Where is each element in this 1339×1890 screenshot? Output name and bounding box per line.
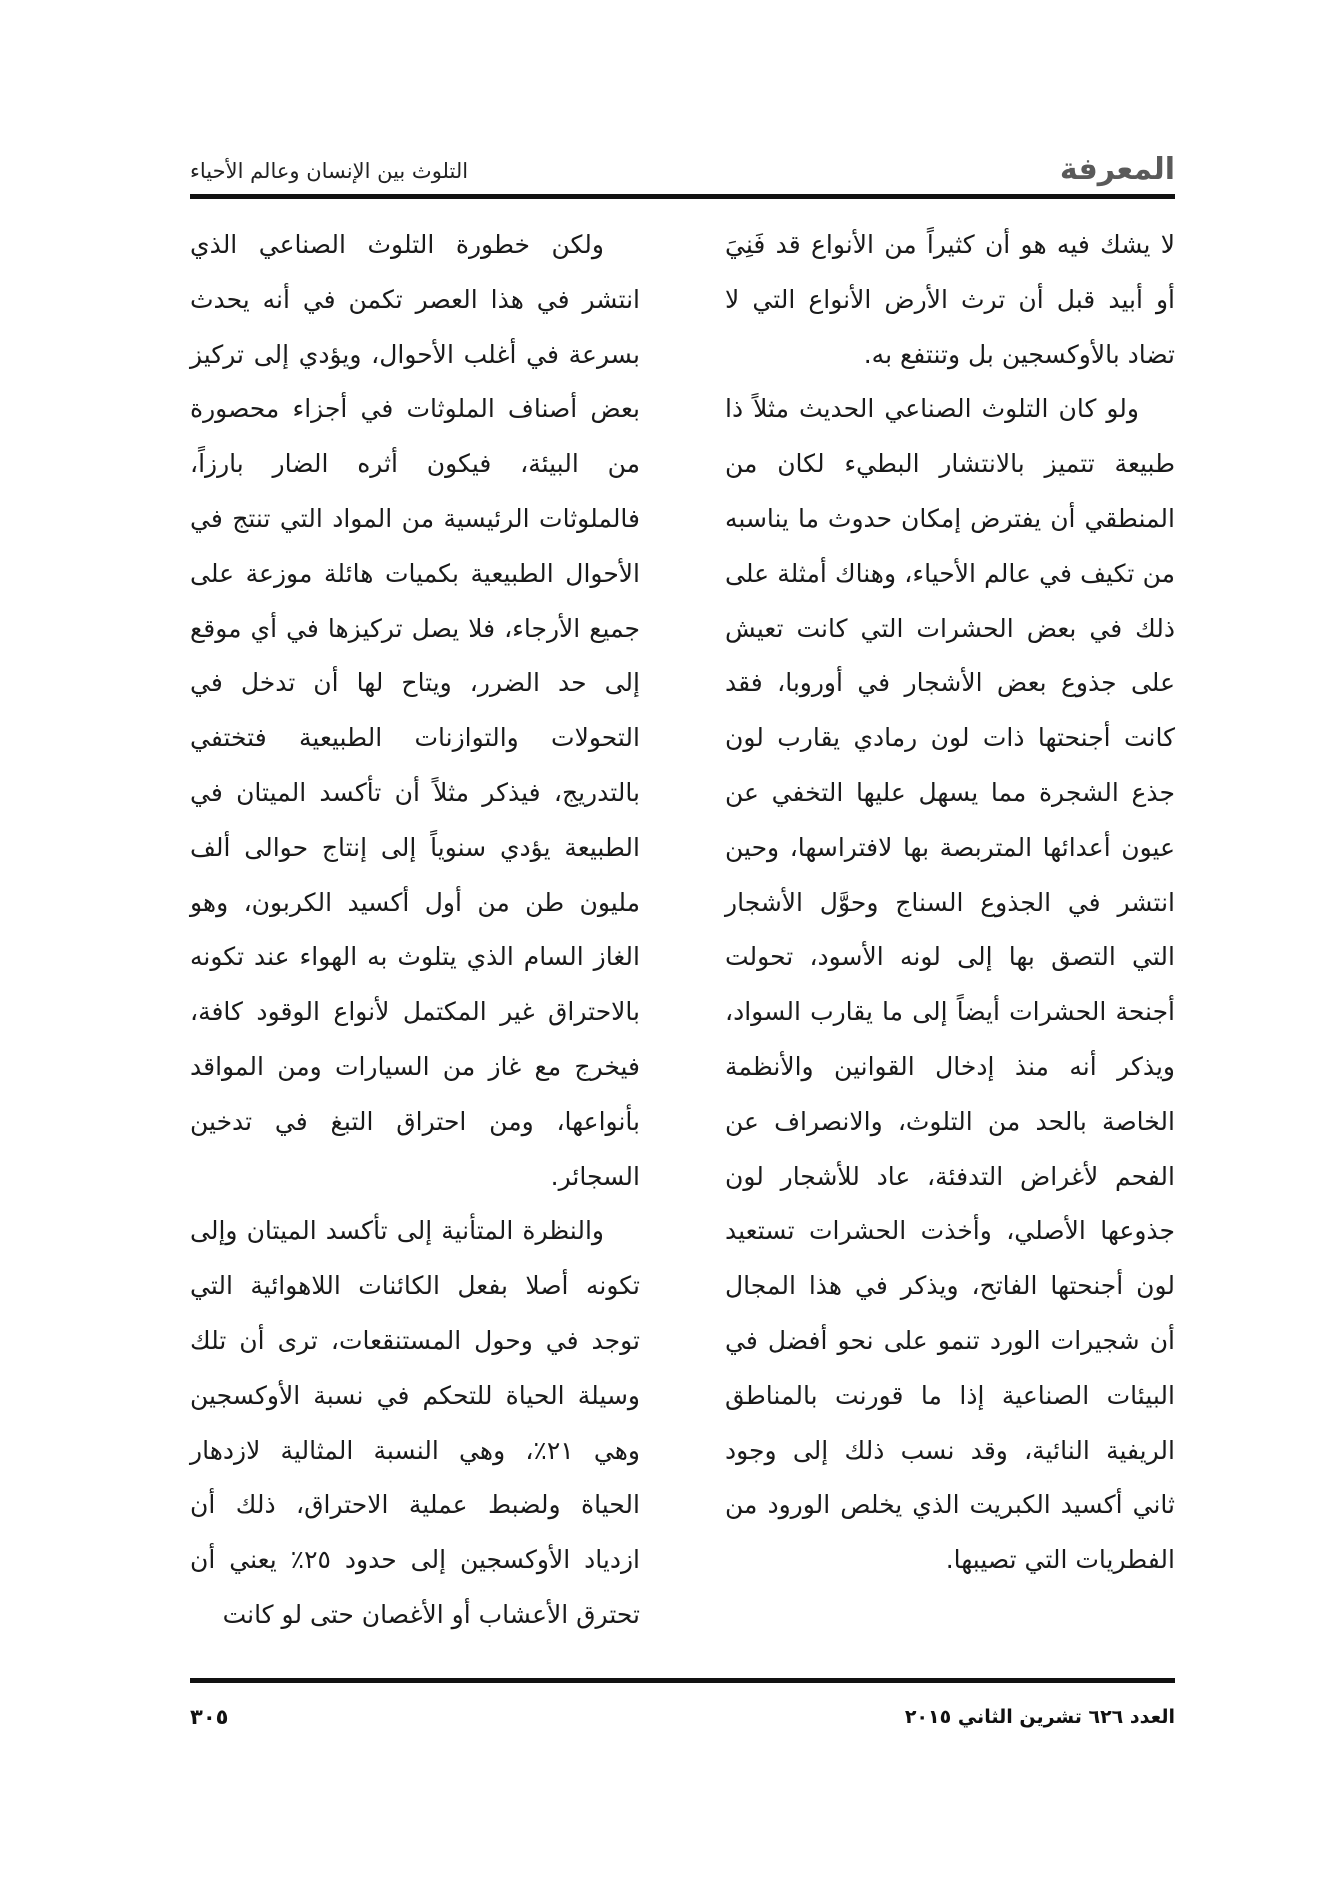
paragraph: لا يشك فيه هو أن كثيراً من الأنواع قد فَنِيَ أو أبيد قبل أن ترث الأرض الأنواع التي لا تضاد بالأوكسجين بل وتنتفع به. — [725, 230, 1175, 369]
running-title: التلوث بين الإنسان وعالم الأحياء — [190, 159, 469, 183]
text-column-right — [725, 218, 1175, 1670]
footer-rule — [190, 1678, 1175, 1683]
paragraph: والنظرة المتأنية إلى تأكسد الميتان وإلى تكونه أصلا بفعل الكائنات اللاهوائية التي توجد في وحول المستنقعات، ترى أن تلك وسيلة الحياة للتحكم في نسبة الأوكسجين وهي ٢١٪، وهي النسبة المثالية لازدهار الحياة ولضبط عملية الاحتراق، ذلك أن ازدياد الأوكسجين إلى حدود ٢٥٪ يعني أن تحترق الأعشاب أو الأغصان حتى لو كانت — [190, 1216, 640, 1629]
issue-info: العدد ٦٢٦ تشرين الثاني ٢٠١٥ — [904, 1706, 1175, 1728]
page-header — [190, 150, 1175, 194]
page-number: ٣٠٥ — [190, 1705, 229, 1729]
paragraph: ولو كان التلوث الصناعي الحديث مثلاً ذا طبيعة تتميز بالانتشار البطيء لكان من المنطقي أن يفترض إمكان حدوث ما يناسبه من تكيف في عالم الأحياء، وهناك أمثلة على ذلك في بعض الحشرات التي كانت تعيش على جذوع بعض الأشجار في أوروبا، فقد كانت أجنحتها ذات لون رمادي يقارب لون جذع الشجرة مما يسهل عليها التخفي عن عيون أعدائها المتربصة بها لافتراسها، وحين انتشر في الجذوع السناج وحوَّل الأشجار التي التصق بها إلى لونه الأسود، تحولت أجنحة الحشرات أيضاً إلى ما يقارب السواد، ويذكر أنه منذ إدخال القوانين والأنظمة الخاصة بالحد من التلوث، والانصراف عن الفحم لأغراض التدفئة، عاد للأشجار لون جذوعها الأصلي، وأخذت الحشرات تستعيد لون أجنحتها الفاتح، ويذكر في هذا المجال أن شجيرات الورد تنمو على نحو أفضل في البيئات الصناعية إذا ما قورنت بالمناطق الريفية النائية، وقد نسب ذلك إلى وجود ثاني أكسيد الكبريت الذي يخلص الورود من الفطريات التي تصيبها. — [725, 394, 1175, 1575]
header-rule — [190, 194, 1175, 199]
page-footer — [190, 1700, 1175, 1740]
magazine-logo: المعرفة — [1059, 152, 1175, 187]
text-column-left — [190, 218, 640, 1670]
paragraph: ولكن خطورة التلوث الصناعي الذي انتشر في هذا العصر تكمن في أنه يحدث بسرعة في أغلب الأحوال، ويؤدي إلى تركيز بعض أصناف الملوثات في أجزاء محصورة من البيئة، فيكون أثره الضار بارزاً، فالملوثات الرئيسية من المواد التي تنتج في الأحوال الطبيعية بكميات هائلة موزعة على جميع الأرجاء، فلا يصل تركيزها في أي موقع إلى حد الضرر، ويتاح لها أن تدخل في التحولات والتوازنات الطبيعية فتختفي بالتدريج، فيذكر مثلاً أن تأكسد الميتان في الطبيعة يؤدي سنوياً إلى إنتاج حوالى ألف مليون طن من أول أكسيد الكربون، وهو الغاز السام الذي يتلوث به الهواء عند تكونه بالاحتراق غير المكتمل لأنواع الوقود كافة، فيخرج مع غاز من السيارات ومن المواقد بأنواعها، ومن احتراق التبغ في تدخين السجائر. — [190, 230, 640, 1191]
